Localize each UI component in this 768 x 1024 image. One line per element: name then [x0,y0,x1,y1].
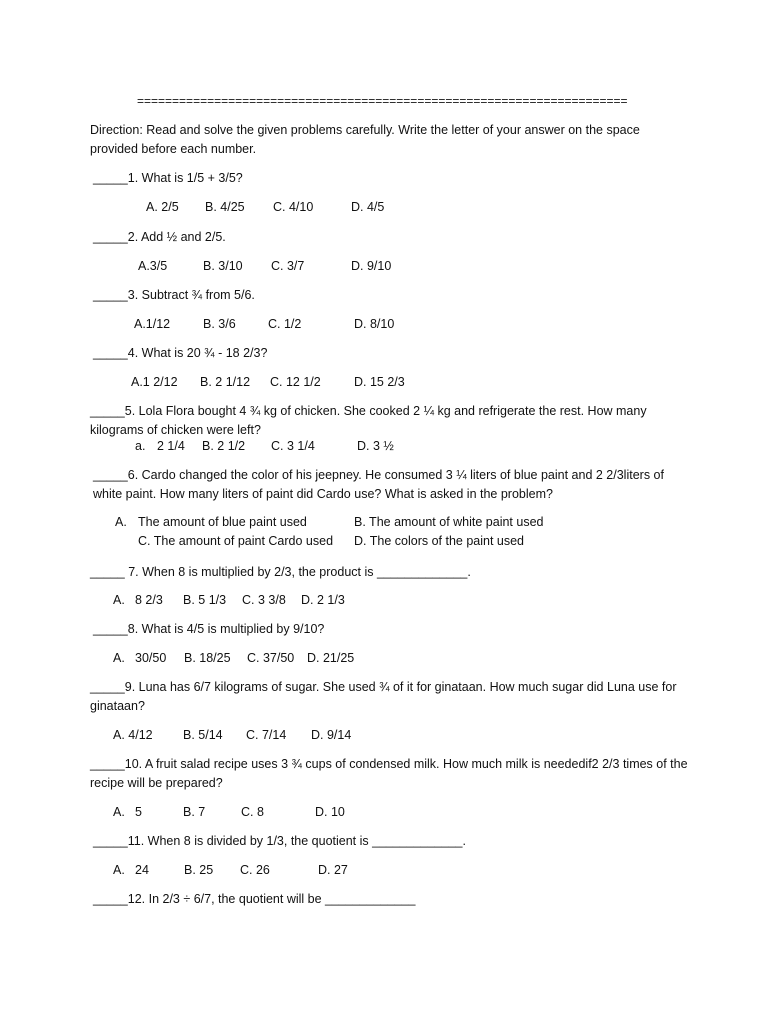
choice-d: D. 21/25 [307,651,355,665]
choice-a: 2 1/4 [157,439,185,453]
direction-text: Direction: Read and solve the given problems carefully. Write the letter of your answer on the space provided before each number. [90,123,640,156]
choice-d: D. 2 1/3 [301,593,345,607]
choice-a-marker: A. [115,515,127,529]
choice-c: C. The amount of paint Cardo used [138,534,334,548]
choice-a-marker: A. [113,863,125,877]
question-10: _____10. A fruit salad recipe uses 3 ¾ cups of condensed milk. How much milk is neededif2 2/3 times of the recipe will be prepared? [90,757,688,790]
choice-c: C. 37/50 [247,651,295,665]
choice-a: A. 2/5 [146,200,179,214]
choice-c: C. 4/10 [273,200,314,214]
question-5: _____5. Lola Flora bought 4 ¾ kg of chicken. She cooked 2 ¼ kg and refrigerate the rest. How many kilograms of chicken were left? [90,404,647,437]
choice-b: B. 5/14 [183,728,223,742]
choice-d: D. 15 2/3 [354,375,405,389]
choice-b: B. 3/6 [203,317,236,331]
choice-d: D. 27 [318,863,348,877]
choice-a: 30/50 [135,651,167,665]
question-1: _____1. What is 1/5 + 3/5? [93,171,243,185]
choice-b: B. 18/25 [184,651,231,665]
choice-c: C. 3 3/8 [242,593,286,607]
question-6: _____6. Cardo changed the color of his jeepney. He consumed 3 ¼ liters of blue paint and 2 2/3liters of white paint. How many liters of paint did Cardo use? What is asked in the problem? [93,468,664,501]
choice-a-marker: A. [113,651,125,665]
choice-b: B. 5 1/3 [183,593,227,607]
question-2: _____2. Add ½ and 2/5. [93,230,226,244]
choice-a: The amount of blue paint used [138,515,307,529]
choice-a: 8 2/3 [135,593,163,607]
choice-d: D. 4/5 [351,200,385,214]
choice-a: A.3/5 [138,259,168,273]
choice-b: B. 2 1/2 [202,439,246,453]
choice-c: C. 12 1/2 [270,375,321,389]
choice-d: D. 9/10 [351,259,392,273]
choice-b: B. 2 1/12 [200,375,251,389]
choice-b: B. 3/10 [203,259,243,273]
question-7: _____ 7. When 8 is multiplied by 2/3, the product is _____________. [90,565,471,579]
choice-c: C. 3/7 [271,259,305,273]
choice-c: C. 26 [240,863,270,877]
choice-a-marker: A. [113,593,125,607]
choice-b: B. The amount of white paint used [354,515,544,529]
choice-d: D. 8/10 [354,317,395,331]
choice-a-marker: a. [135,439,146,453]
choice-b: B. 7 [183,805,206,819]
choice-a: 5 [135,805,142,819]
choice-a: A. 4/12 [113,728,153,742]
question-3: _____3. Subtract ¾ from 5/6. [93,288,255,302]
question-8: _____8. What is 4/5 is multiplied by 9/10? [93,622,325,636]
question-9: _____9. Luna has 6/7 kilograms of sugar. She used ¾ of it for ginataan. How much sugar did Luna use for ginataan? [90,680,677,713]
choice-b: B. 4/25 [205,200,245,214]
choice-c: C. 1/2 [268,317,302,331]
choice-c: C. 7/14 [246,728,287,742]
choice-d: D. The colors of the paint used [354,534,525,548]
choice-c: C. 3 1/4 [271,439,315,453]
choice-a-marker: A. [113,805,125,819]
question-11: _____11. When 8 is divided by 1/3, the quotient is _____________. [93,834,466,848]
choice-a: A.1 2/12 [131,375,178,389]
choice-c: C. 8 [241,805,264,819]
separator-line: ====================================================================== [137,94,628,108]
question-4: _____4. What is 20 ¾ - 18 2/3? [93,346,268,360]
choice-a: 24 [135,863,149,877]
choice-b: B. 25 [184,863,214,877]
choice-d: D. 10 [315,805,345,819]
question-12: _____12. In 2/3 ÷ 6/7, the quotient will be _____________ [93,892,416,906]
choice-d: D. 3 ½ [357,439,394,453]
choice-a: A.1/12 [134,317,171,331]
choice-d: D. 9/14 [311,728,352,742]
